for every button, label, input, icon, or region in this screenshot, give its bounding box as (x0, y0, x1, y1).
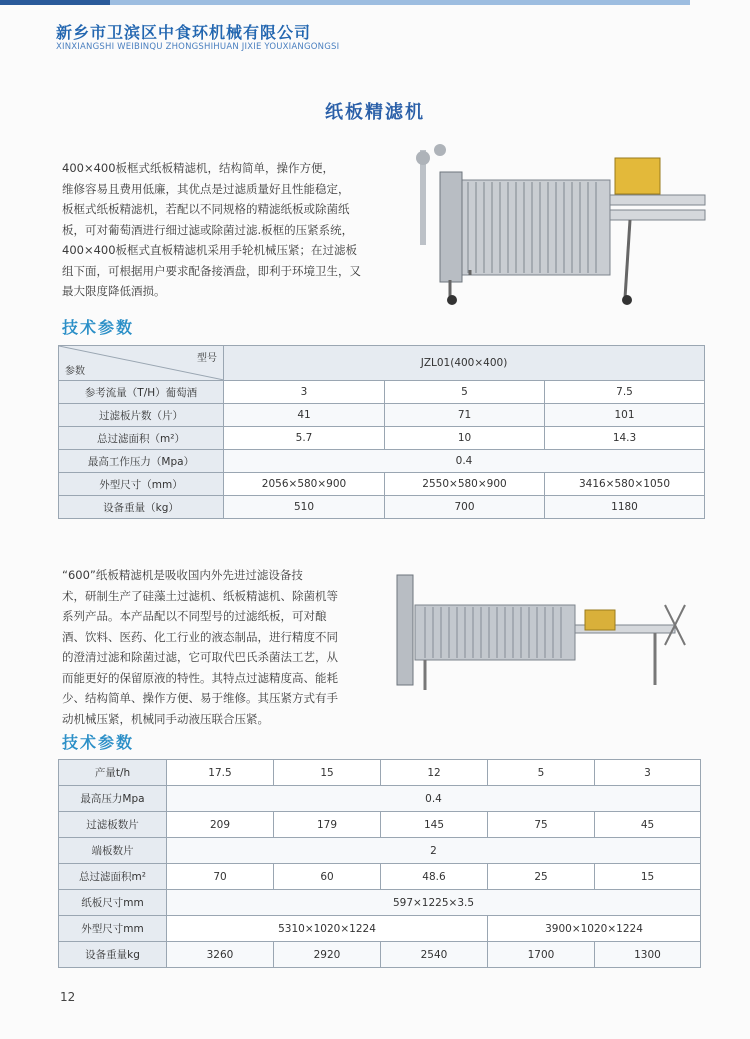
merged-value-cell: 0.4 (167, 786, 701, 812)
section-heading-1: 技术参数 (62, 318, 135, 337)
intro-paragraph-1: 400×400板框式纸板精滤机，结构简单，操作方便， 维修容易且费用低廉，其优点是过滤质量好且性能稳定， 板框式纸板精滤机，若配以不同规格的精滤纸板或除菌纸 板，可对葡萄酒进行细过滤或除菌过滤.板框的压紧系统， 400×400板框式直板精滤机采用手轮机械压紧；在过滤板 组下面，可根据用户要求配备接酒盘，即利于环境卫生，又 最大限度降低酒损。 (62, 161, 361, 298)
value-cell: 15 (274, 760, 381, 786)
merged-value-cell: 597×1225×3.5 (167, 890, 701, 916)
value-cell: 2920 (274, 942, 381, 968)
row-label: 端板数片 (59, 838, 167, 864)
row-label: 过滤板数片 (59, 812, 167, 838)
table-row (59, 916, 701, 942)
section-heading-2: 技术参数 (62, 733, 135, 752)
row-label: 设备重量（kg） (59, 496, 224, 519)
top-bar (0, 0, 750, 5)
table-row (59, 942, 701, 968)
value-cell: 71 (385, 404, 545, 427)
row-label: 设备重量kg (59, 942, 167, 968)
table-row (59, 404, 705, 427)
value-cell: 3260 (167, 942, 274, 968)
value-cell: 5.7 (224, 427, 385, 450)
row-label: 外型尺寸mm (59, 916, 167, 942)
row-label: 纸板尺寸mm (59, 890, 167, 916)
merged-value-cell: 2 (167, 838, 701, 864)
value-cell: 3 (595, 760, 701, 786)
table-row (59, 786, 701, 812)
row-label: 产量t/h (59, 760, 167, 786)
value-cell: 7.5 (545, 381, 705, 404)
value-cell: 2550×580×900 (385, 473, 545, 496)
model-header: JZL01(400×400) (224, 346, 705, 381)
page-number: 12 (60, 990, 76, 1004)
row-label: 外型尺寸（mm） (59, 473, 224, 496)
value-cell: 145 (381, 812, 488, 838)
company-name-en: XINXIANGSHI WEIBINQU ZHONGSHIHUAN JIXIE YOUXIANGONGSI (56, 42, 340, 52)
table-header-row (59, 346, 705, 381)
value-cell: 1180 (545, 496, 705, 519)
value-cell: 1700 (488, 942, 595, 968)
value-cell: 10 (385, 427, 545, 450)
value-cell: 2540 (381, 942, 488, 968)
value-cell: 41 (224, 404, 385, 427)
value-cell: 700 (385, 496, 545, 519)
group-value-cell: 3900×1020×1224 (488, 916, 701, 942)
value-cell: 3416×580×1050 (545, 473, 705, 496)
value-cell: 5 (488, 760, 595, 786)
row-label: 总过滤面积（m²） (59, 427, 224, 450)
filter-machine-image-1 (400, 140, 710, 310)
merged-value-cell: 0.4 (224, 450, 705, 473)
value-cell: 101 (545, 404, 705, 427)
header-corner-cell (59, 346, 224, 381)
table-row (59, 496, 705, 519)
table-row (59, 760, 701, 786)
company-name: 新乡市卫滨区中食环机械有限公司 (56, 23, 312, 42)
corner-top-label: 型号 (197, 353, 217, 364)
table-row (59, 864, 701, 890)
table-row (59, 473, 705, 496)
table-row (59, 812, 701, 838)
value-cell: 12 (381, 760, 488, 786)
value-cell: 25 (488, 864, 595, 890)
row-label: 参考流量（T/H）葡萄酒 (59, 381, 224, 404)
value-cell: 60 (274, 864, 381, 890)
page-title: 纸板精滤机 (325, 102, 425, 123)
row-label: 最高压力Mpa (59, 786, 167, 812)
value-cell: 510 (224, 496, 385, 519)
filter-machine-image-2 (385, 565, 695, 695)
spec-table-2 (58, 759, 701, 968)
table-row (59, 450, 705, 473)
row-label: 最高工作压力（Mpa） (59, 450, 224, 473)
value-cell: 70 (167, 864, 274, 890)
value-cell: 209 (167, 812, 274, 838)
table-row (59, 838, 701, 864)
row-label: 过滤板片数（片） (59, 404, 224, 427)
spec-table-1 (58, 345, 705, 519)
row-label: 总过滤面积m² (59, 864, 167, 890)
table-row (59, 890, 701, 916)
value-cell: 15 (595, 864, 701, 890)
table-row (59, 427, 705, 450)
corner-bottom-label: 参数 (65, 366, 85, 377)
value-cell: 3 (224, 381, 385, 404)
value-cell: 1300 (595, 942, 701, 968)
value-cell: 45 (595, 812, 701, 838)
value-cell: 14.3 (545, 427, 705, 450)
value-cell: 5 (385, 381, 545, 404)
value-cell: 179 (274, 812, 381, 838)
value-cell: 2056×580×900 (224, 473, 385, 496)
table-row (59, 381, 705, 404)
value-cell: 48.6 (381, 864, 488, 890)
value-cell: 17.5 (167, 760, 274, 786)
value-cell: 75 (488, 812, 595, 838)
group-value-cell: 5310×1020×1224 (167, 916, 488, 942)
intro-paragraph-2: “600”纸板精滤机是吸收国内外先进过滤设备技 术，研制生产了硅藻土过滤机、纸板精滤机、除菌机等 系列产品。本产品配以不同型号的过滤纸板，可对酿 酒、饮料、医药、化工行业的液态制品，进行精度不同 的澄清过滤和除菌过滤，它可取代巴氏杀菌法工艺，从 而能更好的保留原液的特性。其特点过滤精度高、能耗 少、结构简单、操作方便、易于维修。其压紧方式有手 动机械压紧，机械同手动液压联合压紧。 (62, 568, 338, 726)
